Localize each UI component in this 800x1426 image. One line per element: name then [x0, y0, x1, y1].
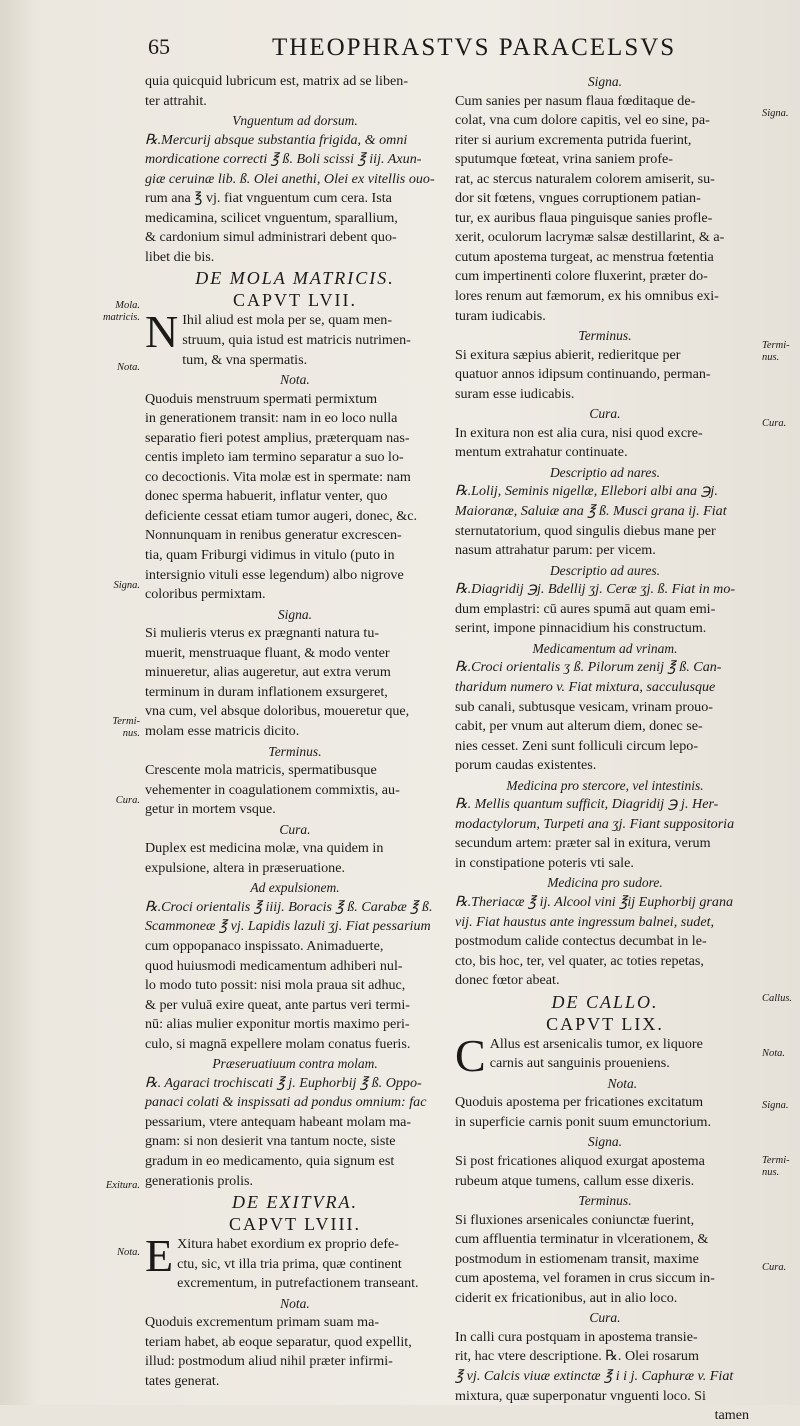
text-line: separatio fieri potest amplius, præterquam nas-	[145, 429, 410, 446]
margin-note: Cura.	[762, 1262, 787, 1273]
chapter-title: DE MOLA MATRICIS.	[195, 268, 395, 289]
chapter-title: DE CALLO.	[551, 991, 659, 1012]
recipe-line: ℞.Lolij, Seminis nigellæ, Ellebori albi ana ℈j.	[455, 483, 718, 500]
margin-note: Exitura.	[105, 1180, 140, 1191]
text-line: excrementum, in putrefactionem transeant.	[177, 1275, 419, 1292]
text-line: gnam: si non desierit vna tantum nocte, siste	[145, 1133, 396, 1150]
text-line: in constipatione poteris vti sale.	[455, 854, 634, 871]
text-line: tum, & vna spermatis.	[182, 351, 308, 368]
text-line: & per vuluā exire queat, ante partus veri termi-	[145, 996, 410, 1013]
text-line: tur, ex auribus flaua pinguisque sanies profle-	[455, 209, 713, 226]
recipe-line: ℞.Diagridij ℈j. Bdellij ʒj. Ceræ ʒj. ß. Fiat in mo-	[455, 581, 736, 598]
chapter-number: CAPVT LIX.	[546, 1013, 664, 1034]
text-line: nū: alias mulier exponitur mortis maximo peri-	[145, 1016, 410, 1033]
text-line: carnis aut sanguinis proueniens.	[489, 1055, 670, 1072]
recipe-line: ℞.Theriacæ ℥ ij. Alcool vini ℥ij Euphorbij grana	[455, 893, 734, 910]
text-line: expulsione, altera in præseruatione.	[145, 859, 345, 876]
section-heading: Medicina pro sudore.	[547, 875, 663, 891]
section-heading: Terminus.	[578, 328, 632, 344]
section-heading: Signa.	[587, 1134, 623, 1150]
section-heading: Cura.	[279, 821, 311, 837]
text-line: quia quicquid lubricum est, matrix ad se liben-	[145, 73, 409, 89]
section-heading: Signa.	[277, 606, 313, 622]
text-line: rubeum atque tumens, callum esse dixeris.	[455, 1172, 695, 1189]
text-line: dor sit fœtens, vngues corruptionem patian-	[455, 190, 701, 207]
text-line: tia, quam Friburgi vidimus in vitulo (puto in	[145, 547, 395, 564]
left-column	[145, 72, 445, 1391]
text-line: In calli cura postquam in apostema transie-	[455, 1328, 698, 1345]
text-line: Si mulieris vterus ex prægnanti natura tu-	[145, 625, 380, 642]
margin-note: Nota.	[762, 1048, 786, 1059]
margin-note: Signa.	[113, 580, 140, 591]
text-line: in generationem transit: nam in eo loco nulla	[145, 410, 398, 427]
text-line: Crescente mola matricis, spermatibusque	[145, 762, 377, 779]
recipe-line: ℞.Croci orientalis ℥ iiij. Boracis ℥ ß. Carabæ ℥ ß.	[145, 898, 433, 915]
section-heading: Nota.	[607, 1075, 638, 1091]
text-line: pessarium, vtere antequam habeant molam ma-	[145, 1113, 412, 1130]
drop-cap-line: C Allus est arsenicalis tumor, ex liquore	[455, 1029, 703, 1081]
text-line: cum oppopanaco inspissato. Animaduerte,	[145, 937, 384, 954]
text-line: co decoctionis. Vita molæ est in spermate: nam	[145, 468, 411, 485]
text-line: postmodum calide contectus decumbat in le-	[455, 933, 707, 950]
text-line: turam iudicabis.	[455, 307, 546, 324]
recipe-line: giæ ceruinæ lib. ß. Olei anethi, Olei ex vitellis ouo-	[145, 170, 435, 187]
text-line: centis impleto iam termino separatur a suo lo-	[145, 449, 404, 466]
text-line: lo modo tuto possit: nisi mola praua sit adhuc,	[145, 977, 406, 994]
text-line: quatuor annos idipsum continuando, perman-	[455, 366, 711, 383]
text-line: Si post fricationes aliquod exurgat apostema	[455, 1152, 705, 1169]
text-line: rat, ac stercus naturalem colorem amiserit, su-	[455, 170, 715, 187]
text-line: gradum in eo medicamento, quia signum est	[145, 1152, 395, 1169]
margin-note: Nota.	[116, 1247, 140, 1258]
text-line: vehementer in coagulationem commixtis, au-	[145, 781, 400, 798]
text-line: Si exitura sæpius abierit, redieritque per	[455, 346, 681, 363]
text-line: Si fluxiones arsenicales coniunctæ fuerint,	[455, 1211, 695, 1228]
margin-note: Callus.	[762, 993, 793, 1004]
text-line: minueretur, alias augeretur, aut extra verum	[145, 664, 391, 681]
text-line: secundum artem: præter sal in exitura, verum	[455, 835, 711, 852]
text-line: cum apostema, vel foramen in crus siccum in-	[455, 1270, 715, 1287]
text-line: rum ana ℥ vj. fiat vnguentum cum cera. Ista	[145, 190, 392, 207]
text-line: culo, si magnā expellere molam conatus fueris.	[145, 1035, 411, 1052]
text-line: Quoduis apostema per fricationes excitatum	[455, 1094, 704, 1111]
margin-note: Signa.	[762, 1100, 789, 1111]
text-line: Cum sanies per nasum flaua fœditaque de-	[455, 92, 696, 109]
recipe-line: ℞. Agaraci trochiscati ℥ j. Euphorbij ℥ ß. Oppo-	[145, 1074, 422, 1091]
section-heading: Medicina pro stercore, vel intestinis.	[506, 777, 704, 793]
section-heading: Signa.	[587, 74, 623, 89]
text-line: riter si aurium excrementa putrida fuerint,	[455, 131, 692, 148]
recipe-line: Maioranæ, Saluiæ ana ℥ ß. Musci grana ij. Fiat	[455, 503, 727, 520]
text-line: xerit, oculorum lacrymæ salsæ destillarint, & a-	[455, 229, 725, 246]
recipe-line: tharidum numero v. Fiat mixtura, sacculusque	[455, 678, 716, 695]
text-line: suram esse iudicabis.	[455, 385, 575, 402]
margin-note: Termi- nus.	[762, 1155, 790, 1178]
recipe-line: panaci colati & inspissati ad pondus omnium: fac	[145, 1094, 427, 1111]
text-line: nasum attrahatur parum: per vicem.	[455, 542, 656, 559]
right-column	[455, 72, 755, 1426]
chapter-title: DE EXITVRA.	[232, 1192, 358, 1213]
text-line: cum impertinenti colore fluxerint, præter do-	[455, 268, 708, 285]
drop-cap-line: E Xitura habet exordium ex proprio defe-	[145, 1230, 400, 1282]
text-line: libet die bis.	[145, 248, 215, 265]
text-line: generationis prolis.	[145, 1172, 254, 1189]
text-line: deficiente cessat etiam tumor augeri, donec, &c.	[145, 507, 417, 524]
margin-note: Termi- nus.	[112, 716, 140, 739]
text-line: illud: postmodum aliud nihil præter infirmi-	[145, 1353, 393, 1370]
text-line: cutum apostema turgeat, ac menstrua fœtentia	[455, 248, 714, 265]
margin-note: Mola. matricis.	[102, 300, 140, 323]
section-heading: Terminus.	[268, 743, 322, 759]
section-heading: Medicamentum ad vrinam.	[532, 640, 678, 656]
text-line: intersignio vituli esse legendum) albo nigrove	[145, 566, 404, 583]
margin-note: Cura.	[115, 795, 140, 806]
text-line: sputumque fœteat, vrina saniem profe-	[455, 151, 673, 168]
text-line: serint, impone pinnacidium his constructum.	[455, 620, 707, 637]
text-line: lores renum aut fæmorum, ex his omnibus exi-	[455, 288, 719, 305]
text-line: donec sperma habuerit, inflatur venter, quo	[145, 488, 388, 505]
text-line: molam esse matricis dicito.	[145, 722, 300, 739]
section-heading: Nota.	[280, 372, 310, 388]
text-line: donec fœtor abeat.	[455, 972, 560, 989]
text-line: porum caudas existentes.	[455, 757, 597, 774]
text-line: terminum in duram inflationem exsurgeret,	[145, 683, 388, 700]
margin-note: Signa.	[762, 108, 789, 119]
text-line: rit, hac vtere descriptione. ℞. Olei rosarum	[455, 1348, 699, 1365]
catchword: tamen	[714, 1407, 749, 1424]
text-line: cum affluentia terminatur in vlcerationem, &	[455, 1231, 709, 1248]
section-heading: Cura.	[589, 1310, 621, 1326]
text-line: medicamina, scilicet vnguentum, sparallium,	[145, 209, 398, 226]
text-line: ctu, sic, vt illa tria prima, quæ continent	[177, 1255, 402, 1272]
text-line: sternutatorium, quod singulis diebus mane per	[455, 522, 716, 539]
drop-cap: E	[145, 1230, 174, 1282]
text-line: muerit, menstruaque fluant, & modo venter	[145, 644, 390, 661]
text-line: teriam habet, ab eoque separatur, quod expellit,	[145, 1333, 412, 1350]
section-heading: Ad expulsionem.	[250, 880, 340, 896]
recipe-line: ℞.Croci orientalis ʒ ß. Pilorum zenij ℥ ß. Can-	[455, 659, 722, 676]
text-line: In exitura non est alia cura, nisi quod excre-	[455, 424, 703, 441]
recipe-line: mordicatione correcti ℥ ß. Boli scissi ℥ iij. Axun-	[145, 151, 422, 168]
text-line: Nonnunquam in renibus generatur excrescen-	[145, 527, 402, 544]
recipe-line: modactylorum, Turpeti ana ʒj. Fiant suppositoria	[455, 815, 735, 832]
margin-note: Cura.	[762, 418, 787, 429]
text-line: coloribus permixtam.	[145, 586, 266, 603]
text-line: ter attrahit.	[145, 92, 207, 109]
recipe-line: Scammoneæ ℥ vj. Lapidis lazuli ʒj. Fiat pessarium	[145, 918, 431, 935]
text-line: Quoduis excrementum primam suam ma-	[145, 1314, 380, 1331]
page-header	[148, 34, 758, 66]
section-heading: Terminus.	[578, 1193, 632, 1209]
margin-note: Termi- nus.	[762, 340, 790, 363]
text-line: sub canali, subtusque vesicam, vrinam prouo-	[455, 698, 713, 715]
text-line: mentum extrahatur continuate.	[455, 444, 628, 461]
recipe-line: vij. Fiat haustus ante ingressum balnei, sudet,	[455, 913, 715, 930]
section-heading: Cura.	[589, 406, 621, 422]
drop-cap: N	[145, 306, 179, 358]
text-line: tates generat.	[145, 1372, 220, 1389]
text-line: mixtura, quæ superponatur vnguenti loco. Si	[455, 1387, 706, 1404]
section-heading: Descriptio ad nares.	[549, 464, 661, 480]
text-line: dum emplastri: cū aures spumā aut quam emi-	[455, 600, 716, 617]
text-line: getur in mortem vsque.	[145, 801, 276, 818]
text-line: struum, quia istud est matricis nutrimen-	[182, 332, 411, 349]
text-line: Duplex est medicina molæ, vna quidem in	[145, 840, 384, 857]
text-line: in superficie carnis ponit suum emunctorium.	[455, 1113, 711, 1130]
chapter-number: CAPVT LVIII.	[228, 1214, 361, 1235]
text-line: Quoduis menstruum spermati permixtum	[145, 390, 378, 407]
recipe-line: ℥ vj. Calcis viuæ extinctæ ℥ i i j. Caphuræ v. Fiat	[455, 1368, 734, 1384]
drop-cap-line: N Ihil aliud est mola per se, quam men-	[145, 306, 393, 358]
section-heading: Nota.	[280, 1295, 310, 1311]
text-line: quod huiusmodi medicamentum adhiberi nul-	[145, 957, 403, 974]
section-heading: Vnguentum ad dorsum.	[232, 113, 358, 129]
text-line: & cardonium simul administrari debent quo-	[145, 229, 397, 246]
section-heading: Descriptio ad aures.	[549, 562, 661, 578]
text-line: vna cum, vel absque doloribus, moueretur que,	[145, 703, 410, 720]
chapter-number: CAPVT LVII.	[232, 290, 357, 311]
text-line: cabit, per vnum aut alterum diem, donec se-	[455, 718, 703, 735]
text-line: nies cesset. Zeni sunt folliculi circum lepo-	[455, 737, 699, 754]
page-number: 65	[148, 34, 170, 59]
section-heading: Præseruatiuum contra molam.	[212, 1056, 378, 1072]
text-line: postmodum in estiomenam transit, maxime	[455, 1250, 699, 1267]
recipe-line: ℞. Mellis quantum sufficit, Diagridij ℈ j. Her-	[455, 796, 719, 813]
text-line: ciderit ex fricationibus, aut in alio loco.	[455, 1289, 678, 1306]
margin-note: Nota.	[116, 362, 140, 373]
running-head: THEOPHRASTVS PARACELSVS	[272, 34, 677, 61]
recipe-line: ℞.Mercurij absque substantia frigida, & omni	[145, 131, 408, 148]
drop-cap: C	[455, 1029, 486, 1081]
text-line: cto, bis hoc, ter, vel quater, ac toties repetas,	[455, 952, 704, 969]
text-line: colat, vna cum dolore capitis, vel eo sine, pa-	[455, 112, 710, 129]
